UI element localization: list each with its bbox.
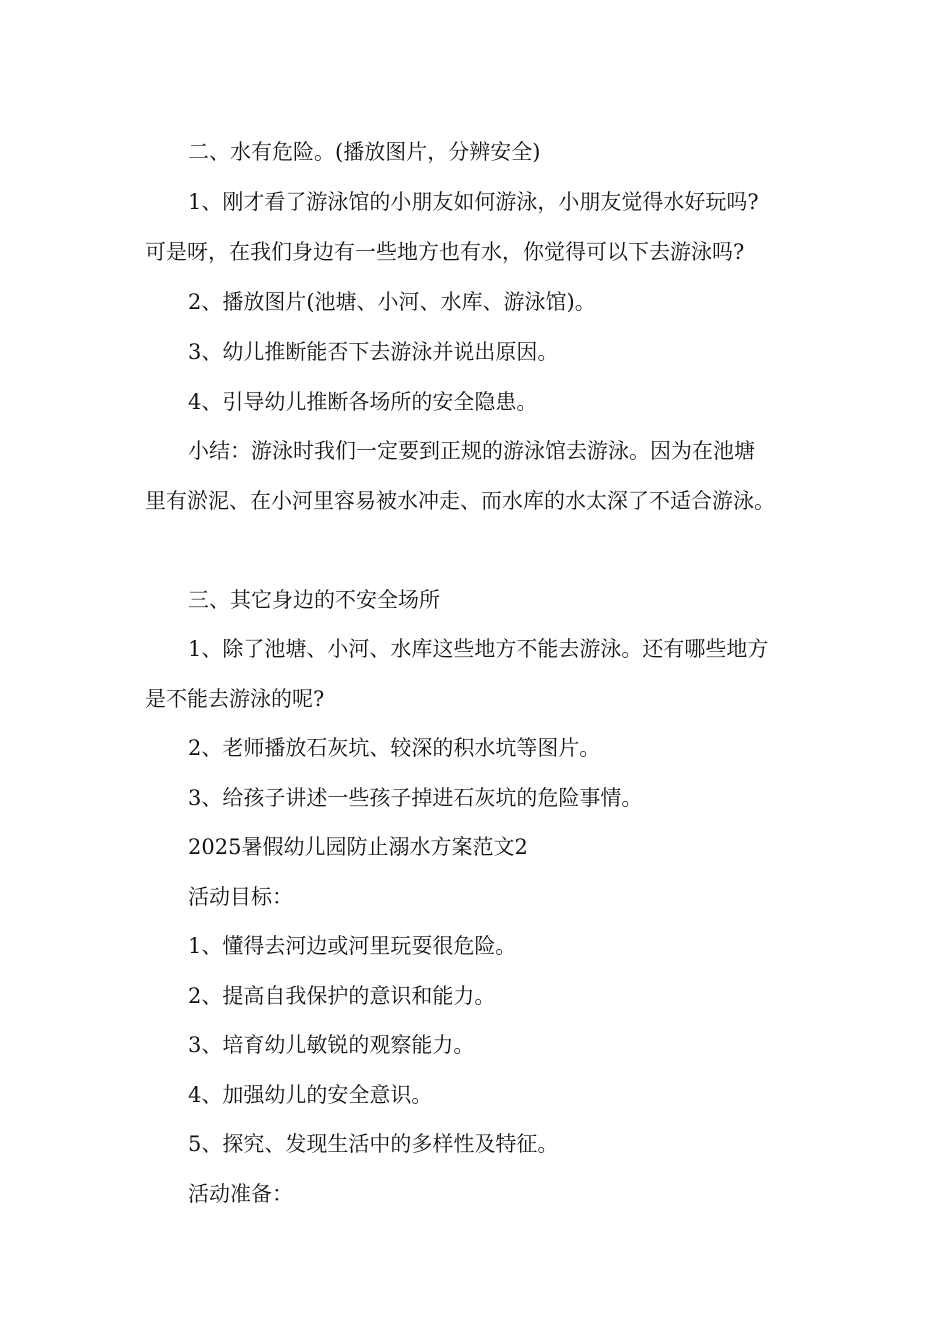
list-item: 2、提高自我保护的意识和能力。 [188, 984, 496, 1008]
list-item: 3、培育幼儿敏锐的观察能力。 [188, 1033, 475, 1057]
paragraph-line: 可是呀，在我们身边有一些地方也有水，你觉得可以下去游泳吗? [145, 240, 745, 264]
activity-preparation-heading: 活动准备： [188, 1182, 293, 1206]
paragraph-line: 4、引导幼儿推断各场所的安全隐患。 [188, 390, 538, 414]
list-item: 5、探究、发现生活中的多样性及特征。 [188, 1132, 559, 1156]
paragraph-line: 3、给孩子讲述一些孩子掉进石灰坑的危险事情。 [188, 786, 643, 810]
paragraph-line: 1、刚才看了游泳馆的小朋友如何游泳，小朋友觉得水好玩吗? [188, 190, 759, 214]
section-heading-unsafe-places: 三、其它身边的不安全场所 [188, 588, 440, 612]
list-item: 4、加强幼儿的安全意识。 [188, 1083, 433, 1107]
section-heading-water-danger: 二、水有危险。(播放图片，分辨安全) [188, 140, 541, 164]
paragraph-line: 是不能去游泳的呢? [145, 687, 325, 711]
paragraph-line: 2、老师播放石灰坑、较深的积水坑等图片。 [188, 736, 601, 760]
list-item: 1、懂得去河边或河里玩耍很危险。 [188, 934, 517, 958]
summary-line: 里有淤泥、在小河里容易被水冲走、而水库的水太深了不适合游泳。 [145, 489, 775, 513]
paragraph-line: 3、幼儿推断能否下去游泳并说出原因。 [188, 340, 559, 364]
summary-line: 小结：游泳时我们一定要到正规的游泳馆去游泳。因为在池塘 [188, 439, 755, 463]
activity-goals-heading: 活动目标： [188, 885, 293, 909]
document-title-2: 2025暑假幼儿园防止溺水方案范文2 [188, 835, 528, 859]
paragraph-line: 1、除了池塘、小河、水库这些地方不能去游泳。还有哪些地方 [188, 637, 769, 661]
paragraph-line: 2、播放图片(池塘、小河、水库、游泳馆)。 [188, 290, 596, 314]
